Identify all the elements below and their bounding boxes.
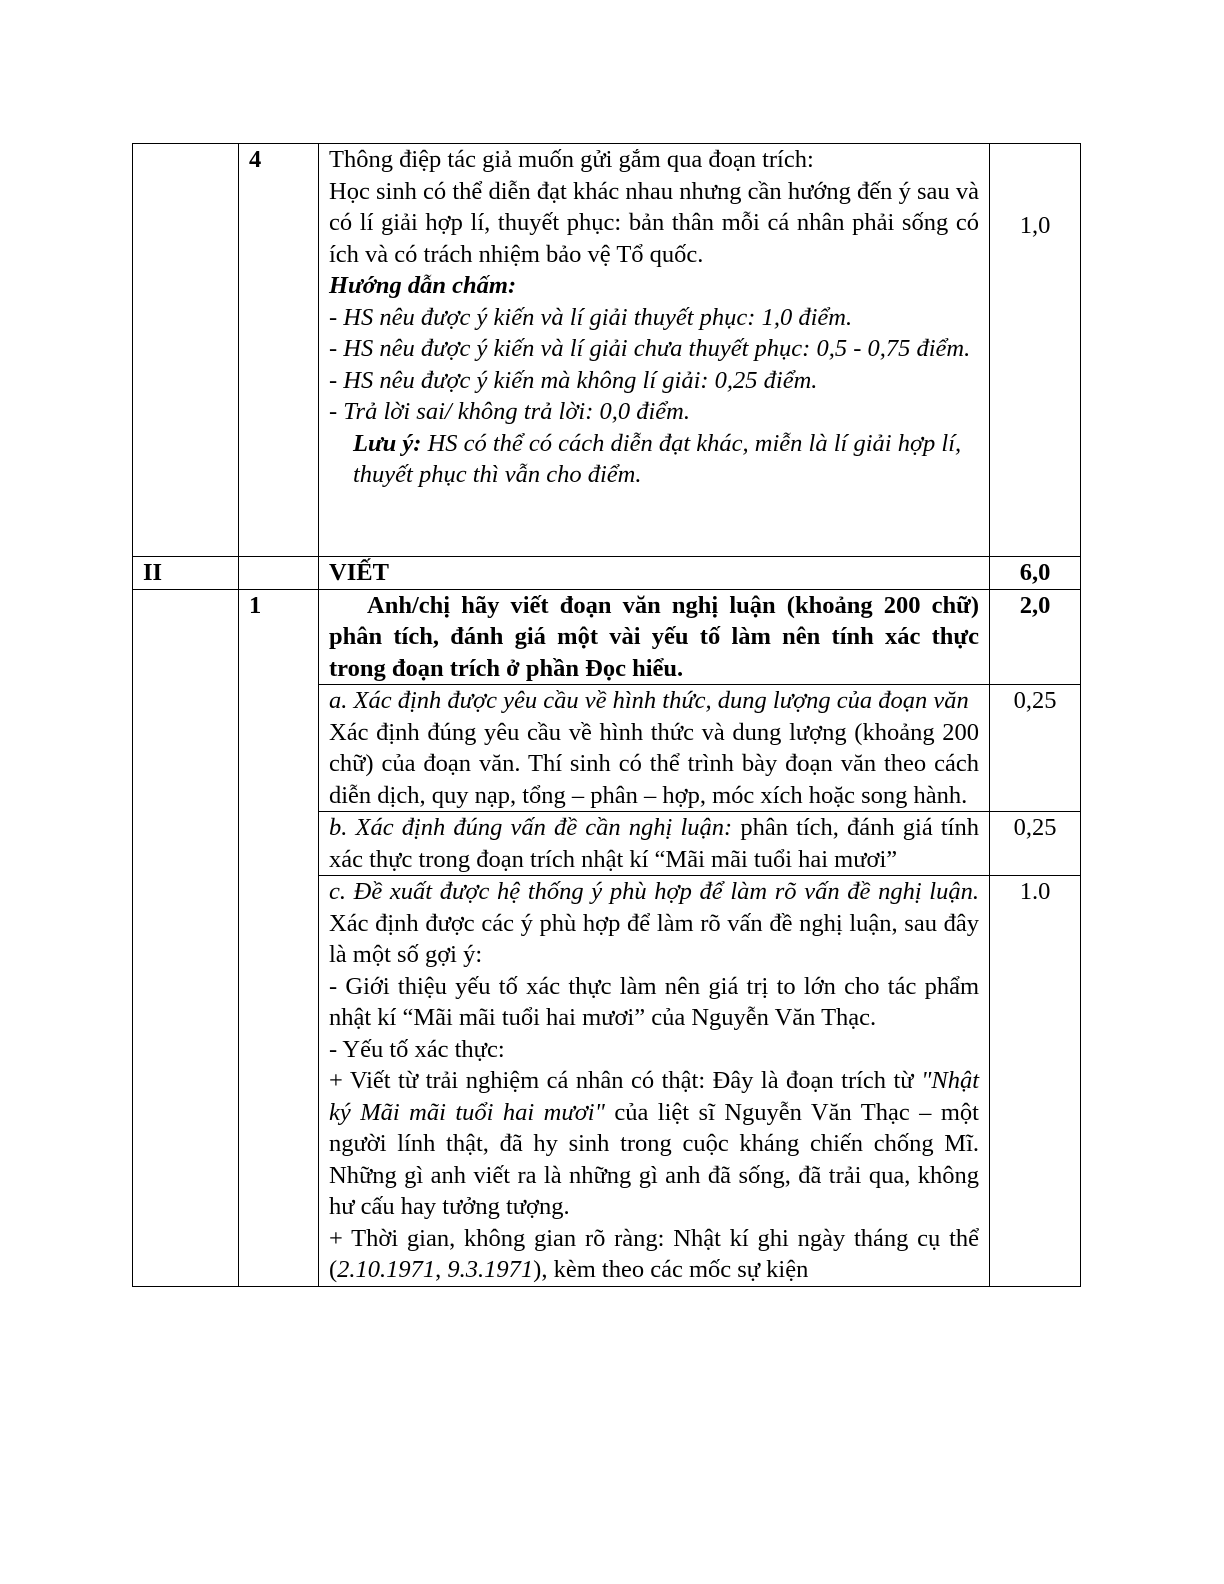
diary-title: "Nhật ký Mãi mãi tuổi hai mươi" [329,1067,979,1126]
section-header-row [133,557,1081,590]
guide-item: - HS nêu được ý kiến và lí giải thuyết phục: 1,0 điểm. [329,303,853,331]
answer-content [319,144,990,557]
criterion-b-body: phân tích, đánh giá tính xác thực trong đoạn trích nhật kí “Mãi mãi tuổi hai mươi” [329,814,979,873]
criterion-a-score: 0,25 [990,685,1081,812]
grading-table [132,143,1081,1287]
criterion-a-heading: a. Xác định được yêu cầu về hình thức, dung lượng của đoạn văn [329,687,969,714]
question-number: 4 [239,144,319,557]
point-text: + Viết từ trải nghiệm cá nhân có thật: Đây là đoạn trích từ [329,1067,922,1094]
criterion-a-body: Xác định đúng yêu cầu về hình thức và dung lượng (khoảng 200 chữ) của đoạn văn. Thí sinh có thể trình bày đoạn văn theo cách diễn dịch, quy nạp, tổng – phân – hợp, móc xích hoặc song hành. [329,718,979,809]
guide-item: - HS nêu được ý kiến và lí giải chưa thuyết phục: 0,5 - 0,75 điểm. [329,335,971,362]
section-roman: II [133,557,239,590]
section-cell-empty [133,589,239,1286]
point-text: + Thời gian, không gian rõ ràng: Nhật kí ghi ngày tháng cụ thể ( [329,1224,979,1283]
separator: , [435,1256,448,1283]
note-text: HS có thể có cách diễn đạt khác, miễn là lí giải hợp lí, thuyết phục thì vẫn cho điểm. [353,429,962,488]
criterion-c-point [329,1065,979,1223]
answer-line: Thông điệp tác giả muốn gửi gắm qua đoạn trích: [329,146,814,173]
criterion-c-intro-line [329,876,979,971]
criterion-b-score: 0,25 [990,812,1081,876]
answer-line: Học sinh có thể diễn đạt khác nhau nhưng cần hướng đến ý sau và có lí giải hợp lí, thuyết phục: bản thân mỗi cá nhân phải sống có ích và có trách nhiệm bảo vệ Tổ quốc. [329,177,979,268]
point-text: của liệt sĩ Nguyễn Văn Thạc – một người lính thật, đã hy sinh trong cuộc kháng chiến chống Mĩ. Những gì anh viết ra là những gì anh đã sống, đã trải qua, không hư cấu hay tưởng tượng. [329,1098,979,1220]
criterion-c-intro: Xác định được các ý phù hợp để làm rõ vấn đề nghị luận, sau đây là một số gợi ý: [329,909,979,968]
guide-item: - HS nêu được ý kiến mà không lí giải: 0,25 điểm. [329,366,818,394]
task-score: 2,0 [990,589,1081,685]
criterion-c-point: - Giới thiệu yếu tố xác thực làm nên giá trị to lớn cho tác phẩm nhật kí “Mãi mãi tuổi hai mươi” của Nguyễn Văn Thạc. [329,972,979,1031]
point-text: ), kèm theo các mốc sự kiện [533,1256,809,1283]
table-row-q4 [133,144,1081,557]
criterion-c-point: - Yếu tố xác thực: [329,1035,505,1063]
task-prompt-text: Anh/chị hãy viết đoạn văn nghị luận (khoảng 200 chữ) phân tích, đánh giá một vài yếu tố làm nên tính xác thực trong đoạn trích ở phần Đọc hiểu. [329,591,979,682]
section-title: VIẾT [319,557,990,590]
criterion-c [319,876,990,1287]
criterion-a [319,685,990,812]
note-label: Lưu ý: [353,429,422,457]
criterion-c-score: 1.0 [990,876,1081,1287]
criterion-c-heading: c. Đề xuất được hệ thống ý phù hợp để làm rõ vấn đề nghị luận. [329,878,979,905]
empty-cell [239,557,319,590]
task-prompt [319,589,990,685]
note [329,428,979,491]
criterion-b-heading: b. Xác định đúng vấn đề cần nghị luận: [329,814,733,841]
criterion-b [319,812,990,876]
score-value: 1,0 [1019,212,1051,239]
task-number: 1 [239,589,319,1286]
guide-item: - Trả lời sai/ không trả lời: 0,0 điểm. [329,398,690,425]
score-cell [990,144,1081,557]
date: 2.10.1971 [337,1256,436,1283]
guide-title: Hướng dẫn chấm: [329,272,517,299]
section-cell-empty [133,144,239,557]
date: 9.3.1971 [447,1256,534,1283]
criterion-c-point [329,1223,979,1286]
task-row [133,589,1081,685]
section-score: 6,0 [990,557,1081,590]
